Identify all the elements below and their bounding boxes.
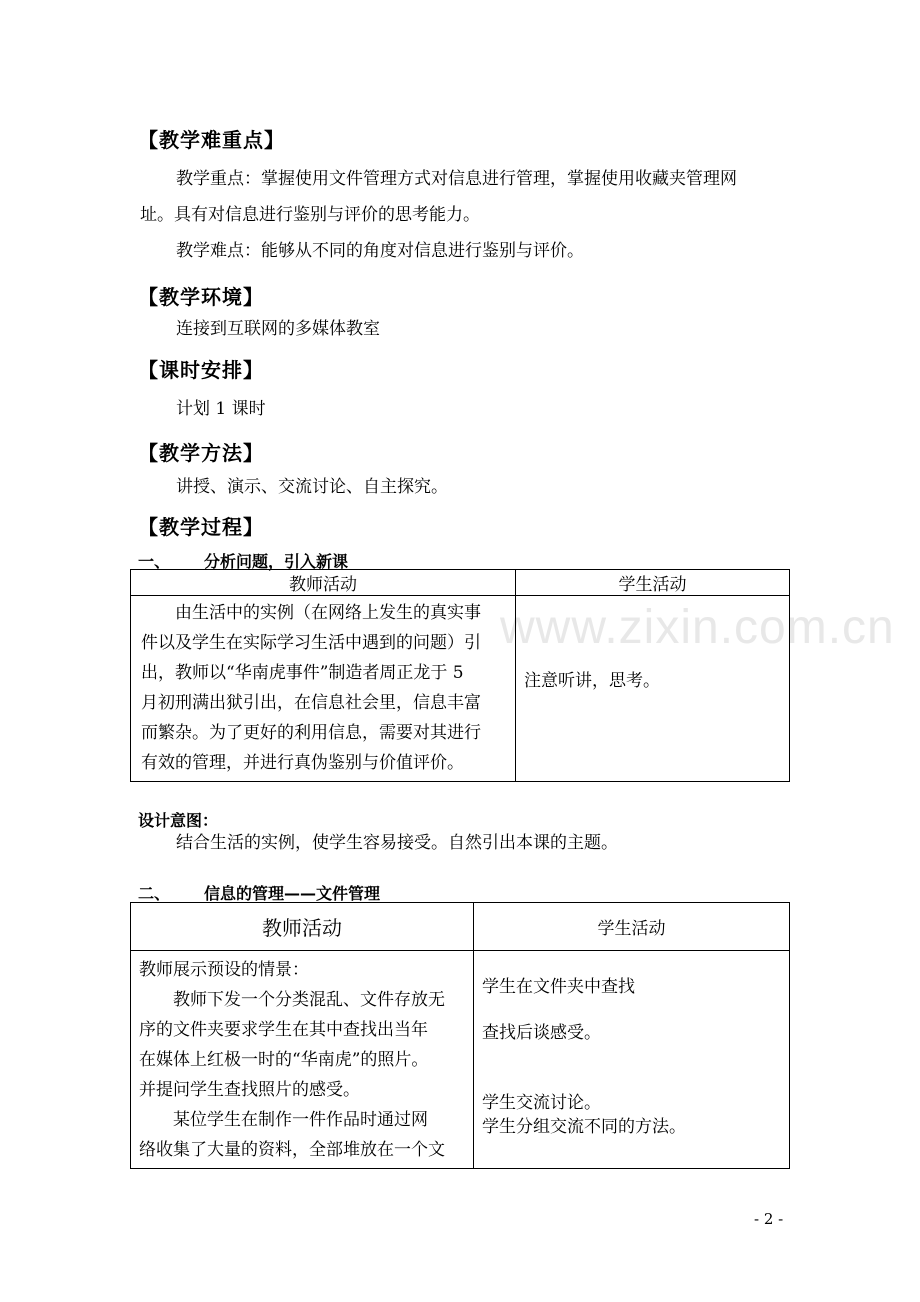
watermark: www.zixin.com.cn xyxy=(500,601,895,654)
part2-student-cell xyxy=(474,951,790,1169)
design-intent-label: 设计意图： xyxy=(138,811,219,830)
part2-teacher-cell xyxy=(131,951,474,1169)
section-heading-method: 【教学方法】 xyxy=(138,441,264,465)
part2-title: 信息的管理——文件管理 xyxy=(204,884,381,903)
part1-teacher-line: 由生活中的实例（在网络上发生的真实事 xyxy=(175,603,481,623)
focus-text-line1: 教学重点：掌握使用文件管理方式对信息进行管理，掌握使用收藏夹管理网 xyxy=(176,169,737,189)
part2-teacher-line: 络收集了大量的资料，全部堆放在一个文 xyxy=(139,1140,445,1160)
part2-teacher-line: 教师下发一个分类混乱、文件存放无 xyxy=(173,990,445,1010)
part2-teacher-line: 序的文件夹要求学生在其中查找出当年 xyxy=(139,1020,428,1040)
part2-teacher-line: 教师展示预设的情景： xyxy=(139,960,309,980)
part2-student-line: 学生交流讨论。 xyxy=(482,1093,601,1113)
part2-teacher-line: 某位学生在制作一件作品时通过网 xyxy=(173,1110,428,1130)
part1-teacher-cell xyxy=(131,596,516,782)
part1-number: 一、 xyxy=(138,552,171,571)
part1-teacher-line: 出，教师以“华南虎事件”制造者周正龙于 5 xyxy=(141,663,464,683)
page-number: - 2 - xyxy=(754,1210,784,1228)
part2-student-line: 学生分组交流不同的方法。 xyxy=(482,1117,686,1137)
focus-text-line2: 址。具有对信息进行鉴别与评价的思考能力。 xyxy=(140,205,480,225)
part1-student-cell xyxy=(516,596,790,782)
section-heading-difficulty: 【教学难重点】 xyxy=(138,128,285,152)
part2-student-line: 学生在文件夹中查找 xyxy=(482,977,635,997)
environment-text: 连接到互联网的多媒体教室 xyxy=(176,319,380,339)
part1-title: 分析问题，引入新课 xyxy=(204,552,349,571)
section-heading-schedule: 【课时安排】 xyxy=(138,358,264,382)
part1-teacher-line: 月初刑满出狱引出，在信息社会里，信息丰富 xyxy=(141,693,481,713)
part1-student-text: 注意听讲，思考。 xyxy=(524,671,660,691)
part2-teacher-line: 在媒体上红极一时的“华南虎”的照片。 xyxy=(139,1050,429,1070)
part2-teacher-line: 并提问学生查找照片的感受。 xyxy=(139,1080,360,1100)
part2-student-line: 查找后谈感受。 xyxy=(482,1023,601,1043)
difficulty-text: 教学难点：能够从不同的角度对信息进行鉴别与评价。 xyxy=(176,241,584,261)
design-intent-text: 结合生活的实例，使学生容易接受。自然引出本课的主题。 xyxy=(176,833,618,853)
part1-teacher-line: 件以及学生在实际学习生活中遇到的问题）引 xyxy=(141,633,481,653)
schedule-text: 计划 1 课时 xyxy=(176,399,266,419)
section-heading-environment: 【教学环境】 xyxy=(138,285,264,309)
part2-student-header: 学生活动 xyxy=(474,903,790,951)
part1-student-header: 学生活动 xyxy=(516,570,790,596)
section-heading-process: 【教学过程】 xyxy=(138,515,264,539)
part1-teacher-line: 有效的管理，并进行真伪鉴别与价值评价。 xyxy=(141,753,464,773)
part1-teacher-header: 教师活动 xyxy=(131,570,516,596)
part2-table xyxy=(130,902,790,1169)
part1-teacher-line: 而繁杂。为了更好的利用信息，需要对其进行 xyxy=(141,723,481,743)
part2-teacher-header: 教师活动 xyxy=(131,903,474,951)
method-text: 讲授、演示、交流讨论、自主探究。 xyxy=(176,477,448,497)
part1-table xyxy=(130,569,790,782)
part2-number: 二、 xyxy=(138,884,171,903)
